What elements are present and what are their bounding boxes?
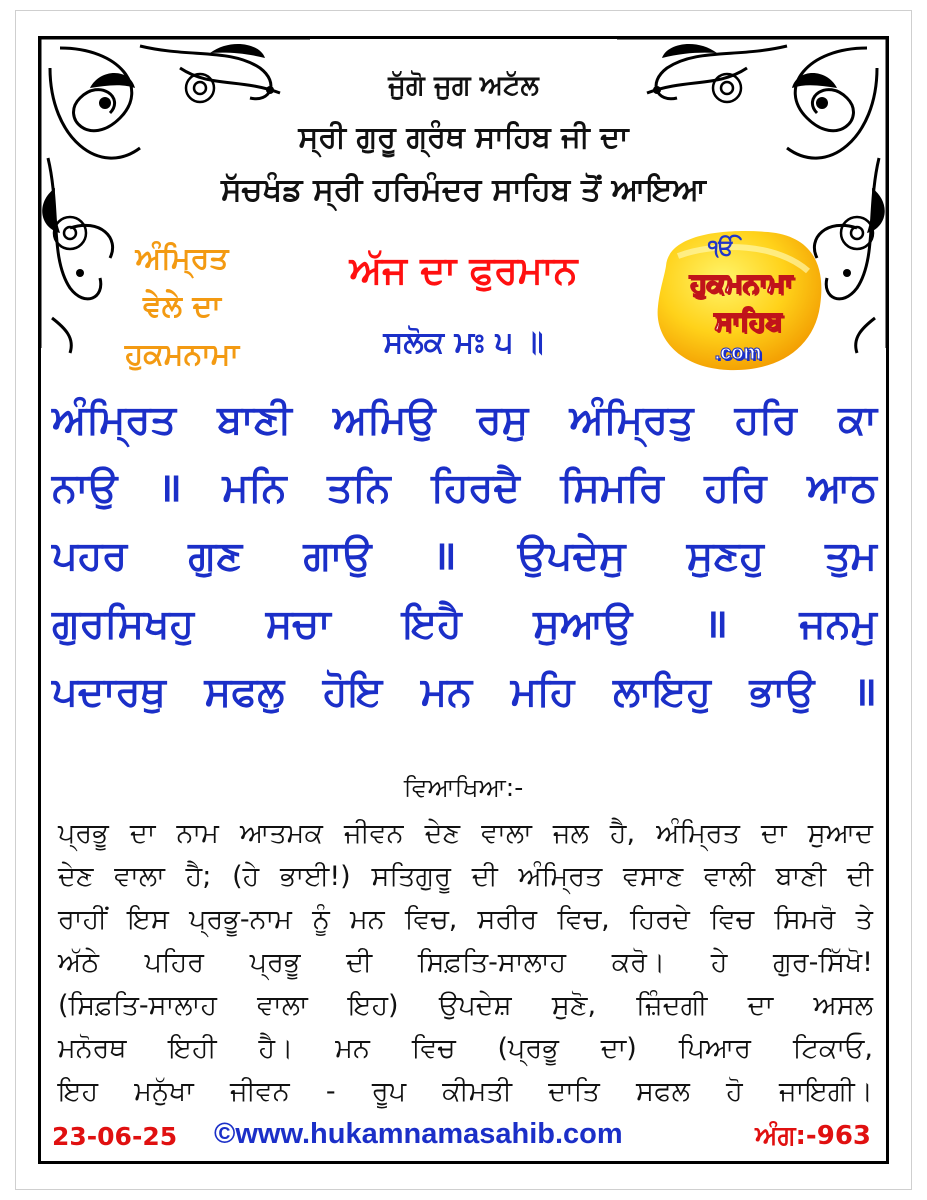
logo-text-line-2: ਸਾਹਿਬ [714,306,782,337]
logo-text-line-1: ਹੁਕਮਨਾਮਾ [689,268,793,299]
word: ਮਨੁੱਖਾ [134,1076,194,1107]
word: ਰੂਪ [371,1076,406,1107]
word: ਤਨਿ [327,465,391,511]
word: ॥ [432,533,457,579]
word: ਅੱਠੇ [58,947,99,978]
header-line-3: ਸੱਚਖੰਡ ਸ੍ਰੀ ਹਰਿਮੰਦਰ ਸਾਹਿਬ ਤੋਂ ਆਇਆ [221,172,706,208]
word: ਇਹੈ [402,601,462,647]
word: ਦਾ [129,818,156,849]
word: ਮਨ [335,1033,370,1064]
word: ਮਨ [420,669,473,715]
word: ਵਸਾਣ [623,861,684,892]
word: ਇਸ [127,904,169,935]
word: ਹੇ [710,947,728,978]
word: ਲਾਇਹੁ [613,669,711,715]
word: ਕੀਮਤੀ [442,1076,512,1107]
hukamnama-sahib-logo [648,226,828,376]
gurbani-line [52,664,877,720]
word: ਜਲ [552,818,589,849]
word: ਪਿਆਰ [678,1033,751,1064]
word: ਮਨ [350,904,385,935]
meaning-text [58,812,873,1113]
word: ਟਿਕਾਓ, [792,1033,873,1064]
word: ਬਾਣੀ [775,861,827,892]
gurbani-line [52,596,877,652]
word: ਪ੍ਰਭੂ [249,947,301,978]
word: ਵਾਲਾ [257,990,308,1021]
amrit-vele-label-line: ਹੁਕਮਨਾਮਾ [124,337,240,372]
word: ਸਚਾ [265,601,331,647]
word: ਭਾਈ!) [280,861,351,892]
word: ਪਹਰ [52,533,128,579]
vyakhya-heading: ਵਿਆਖਿਆ:- [403,773,524,802]
header-line-1: ਜੁੱਗੋ ਜੁਗ ਅਟੱਲ [388,70,539,101]
word: ਅੰਮ੍ਰਿਤ [518,861,603,892]
amrit-vele-label-line: ਅੰਮ੍ਰਿਤ [135,241,229,276]
footer-ang-number: ਅੰਗ:-963 [755,1121,871,1151]
amrit-vele-label-line: ਵੇਲੇ ਦਾ [143,289,221,324]
word: ਤੇ [855,904,873,935]
word: ਪਦਾਰਥੁ [52,669,166,715]
word: ਹੋ [726,1076,743,1107]
word: ਅਸਲ [813,990,873,1021]
word: ਦਾ) [600,1033,637,1064]
word: ਪ੍ਰਭੂ-ਨਾਮ [189,904,292,935]
word: - [325,1076,336,1107]
shalok-heading: ਸਲੋਕ ਮਃ ੫ ॥ [383,325,544,360]
word: ਗੁਣ [188,533,243,579]
page-title: ਅੱਜ ਦਾ ਫੁਰਮਾਨ [349,248,578,292]
word: ਸਰੀਰ [477,904,538,935]
word: ਬਾਣੀ [217,397,292,443]
word: ਸਫਲੁ [204,669,285,715]
word: ਦਾ [761,818,787,849]
word: ਜ਼ਿੰਦਗੀ [636,990,708,1021]
word: (ਸਿਫ਼ਤਿ-ਸਾਲਾਹ [58,990,217,1021]
word: ਗੁਰ-ਸਿੱਖੋ! [773,947,873,978]
footer-date: 23-06-25 [52,1122,178,1151]
word: ਅੰਮ੍ਰਿਤ [656,818,740,849]
word: ਵਾਲਾ [481,818,532,849]
word: ਵਿਚ [710,904,754,935]
word: ਹੈ। [258,1033,294,1064]
footer [52,1118,877,1158]
word: ਵਿਚ, [557,904,610,935]
word: ਸਿਮਰਿ [560,465,664,511]
word: ਹਰਿ [704,465,767,511]
word: ਤੁਮ [825,533,877,579]
word: ਹੈ, [609,818,636,849]
word: ਦੀ [471,861,498,892]
meaning-line [58,898,873,941]
word: ਨੂੰ [312,904,330,935]
meaning-line [58,855,873,898]
gurbani-text [52,392,877,732]
word: ਉਪਦੇਸ਼ [438,990,512,1021]
word: ਉਪਦੇਸੁ [517,533,626,579]
word: ਦੀ [346,947,373,978]
word: ਇਹੀ [168,1033,217,1064]
word: ਰਸੁ [476,397,529,443]
gurbani-line [52,392,877,448]
word: ਗੁਰਸਿਖਹੁ [52,601,195,647]
meaning-line [58,984,873,1027]
meaning-line [58,1070,873,1113]
word: ਵਾਲਾ [114,861,165,892]
word: ਵਾਲੀ [704,861,756,892]
footer-website: ©www.hukamnamasahib.com [214,1118,623,1150]
word: ਦੀ [846,861,873,892]
word: ਜੀਵਨ [343,818,404,849]
word: ਜਾਇਗੀ। [778,1076,873,1107]
word: ਭਾਉ [749,669,815,715]
word: ਮਨਿ [222,465,287,511]
word: ਇਹ) [348,990,399,1021]
logo-text-line-3: .com [714,342,762,364]
word: ਦੇਣ [58,861,94,892]
word: ਦਾਤਿ [548,1076,600,1107]
word: ਅਮਿਉ [332,397,436,443]
word: ਦੇਣ [424,818,461,849]
word: ਆਤਮਕ [240,818,323,849]
word: ਕਾ [838,397,877,443]
word: (ਪ੍ਰਭੂ [497,1033,559,1064]
logo-ek-onkar-icon: ੴ [708,236,735,261]
word: ਨਾਉ [52,465,118,511]
word: ਸੁਣਹੁ [686,533,764,579]
word: ਸਤਿਗੁਰੂ [371,861,451,892]
word: ਕਰੋ। [611,947,666,978]
word: ਮਹਿ [510,669,575,715]
word: ਵਿਚ, [404,904,458,935]
meaning-line [58,812,873,855]
word: ਅੰਮ੍ਰਿਤੁ [569,397,694,443]
word: ਸਿਮਰੋ [774,904,836,935]
gurbani-line [52,460,877,516]
word: ਹਰਿ [734,397,797,443]
word: ਗਾਉ [303,533,372,579]
word: (ਹੇ [232,861,260,892]
word: ਨਾਮ [176,818,219,849]
word: ਅੰਮ੍ਰਿਤ [52,397,176,443]
word: ॥ [852,669,877,715]
meaning-line [58,1027,873,1070]
gurbani-line [52,528,877,584]
word: ਹੋਇ [322,669,383,715]
word: ਰਾਹੀਂ [58,904,108,935]
word: ਹਿਰਦੇ [630,904,690,935]
word: ਸੁਣੋ, [551,990,597,1021]
word: ਸਫਲ [636,1076,690,1107]
word: ਪਹਿਰ [144,947,205,978]
word: ਹੈ; [185,861,212,892]
word: ਸੁਆਉ [533,601,633,647]
word: ਮਨੋਰਥ [58,1033,127,1064]
meaning-line [58,941,873,984]
word: ਆਠ [807,465,877,511]
word: ॥ [157,465,182,511]
word: ਹਿਰਦੈ [431,465,520,511]
word: ਸਿਫ਼ਤਿ-ਸਾਲਾਹ [417,947,567,978]
word: ਜੀਵਨ [230,1076,290,1107]
word: ਪ੍ਰਭੂ [58,818,109,849]
word: ਇਹ [58,1076,99,1107]
word: ਦਾ [747,990,774,1021]
word: ਸੁਆਦ [807,818,873,849]
header-line-2: ਸ੍ਰੀ ਗੁਰੂ ਗ੍ਰੰਥ ਸਾਹਿਬ ਜੀ ਦਾ [298,120,629,155]
word: ॥ [703,601,728,647]
word: ਜਨਮੁ [799,601,877,647]
word: ਵਿਚ [411,1033,456,1064]
